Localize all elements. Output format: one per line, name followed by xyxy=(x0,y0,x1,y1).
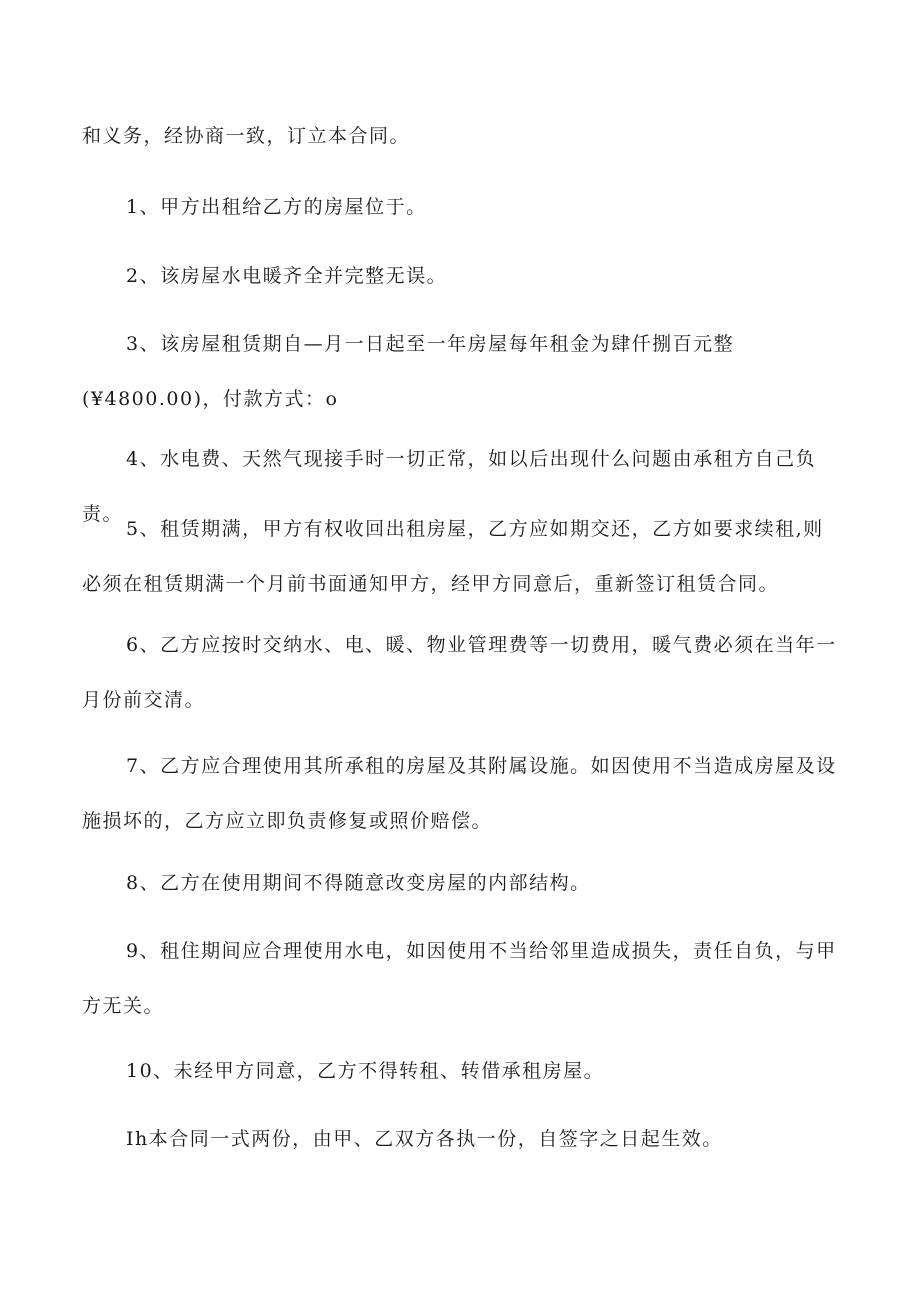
clause-2: 2、该房屋水电暖齐全并完整无误。 xyxy=(126,265,448,287)
clause-6: 6、乙方应按时交纳水、电、暖、物业管理费等一切费用，暖气费必须在当年一月份前交清。 xyxy=(82,634,837,711)
clause-9: 9、租住期间应合理使用水电，如因使用不当给邻里造成损失，责任自负，与甲方无关。 xyxy=(82,940,837,1017)
clause-3: 3、该房屋租赁期自—月一日起至一年房屋每年租金为肆仟捌百元整(¥4800.00)，付款方式：o xyxy=(82,333,735,410)
clause-8: 8、乙方在使用期间不得随意改变房屋的内部结构。 xyxy=(126,872,591,894)
clause-7: 7、乙方应合理使用其所承租的房屋及其附属设施。如因使用不当造成房屋及设施损坏的，乙方应立即负责修复或照价赔偿。 xyxy=(82,755,837,832)
clause-4: 4、水电费、天然气现接手时一切正常，如以后出现什么问题由承租方自己负责。 xyxy=(82,448,817,525)
clause-11: Ih本合同一式两份，由甲、乙双方各执一份，自签字之日起生效。 xyxy=(126,1128,723,1150)
clause-1: 1、甲方出租给乙方的房屋位于。 xyxy=(126,196,427,218)
clause-10: 10、未经甲方同意，乙方不得转租、转借承租房屋。 xyxy=(126,1060,605,1082)
clause-5: 5、租赁期满，甲方有权收回出租房屋，乙方应如期交还，乙方如要求续租,则必须在租赁期满一个月前书面通知甲方，经甲方同意后，重新签订租赁合同。 xyxy=(82,518,824,595)
paragraph-opening: 和义务，经协商一致，订立本合同。 xyxy=(82,125,411,147)
